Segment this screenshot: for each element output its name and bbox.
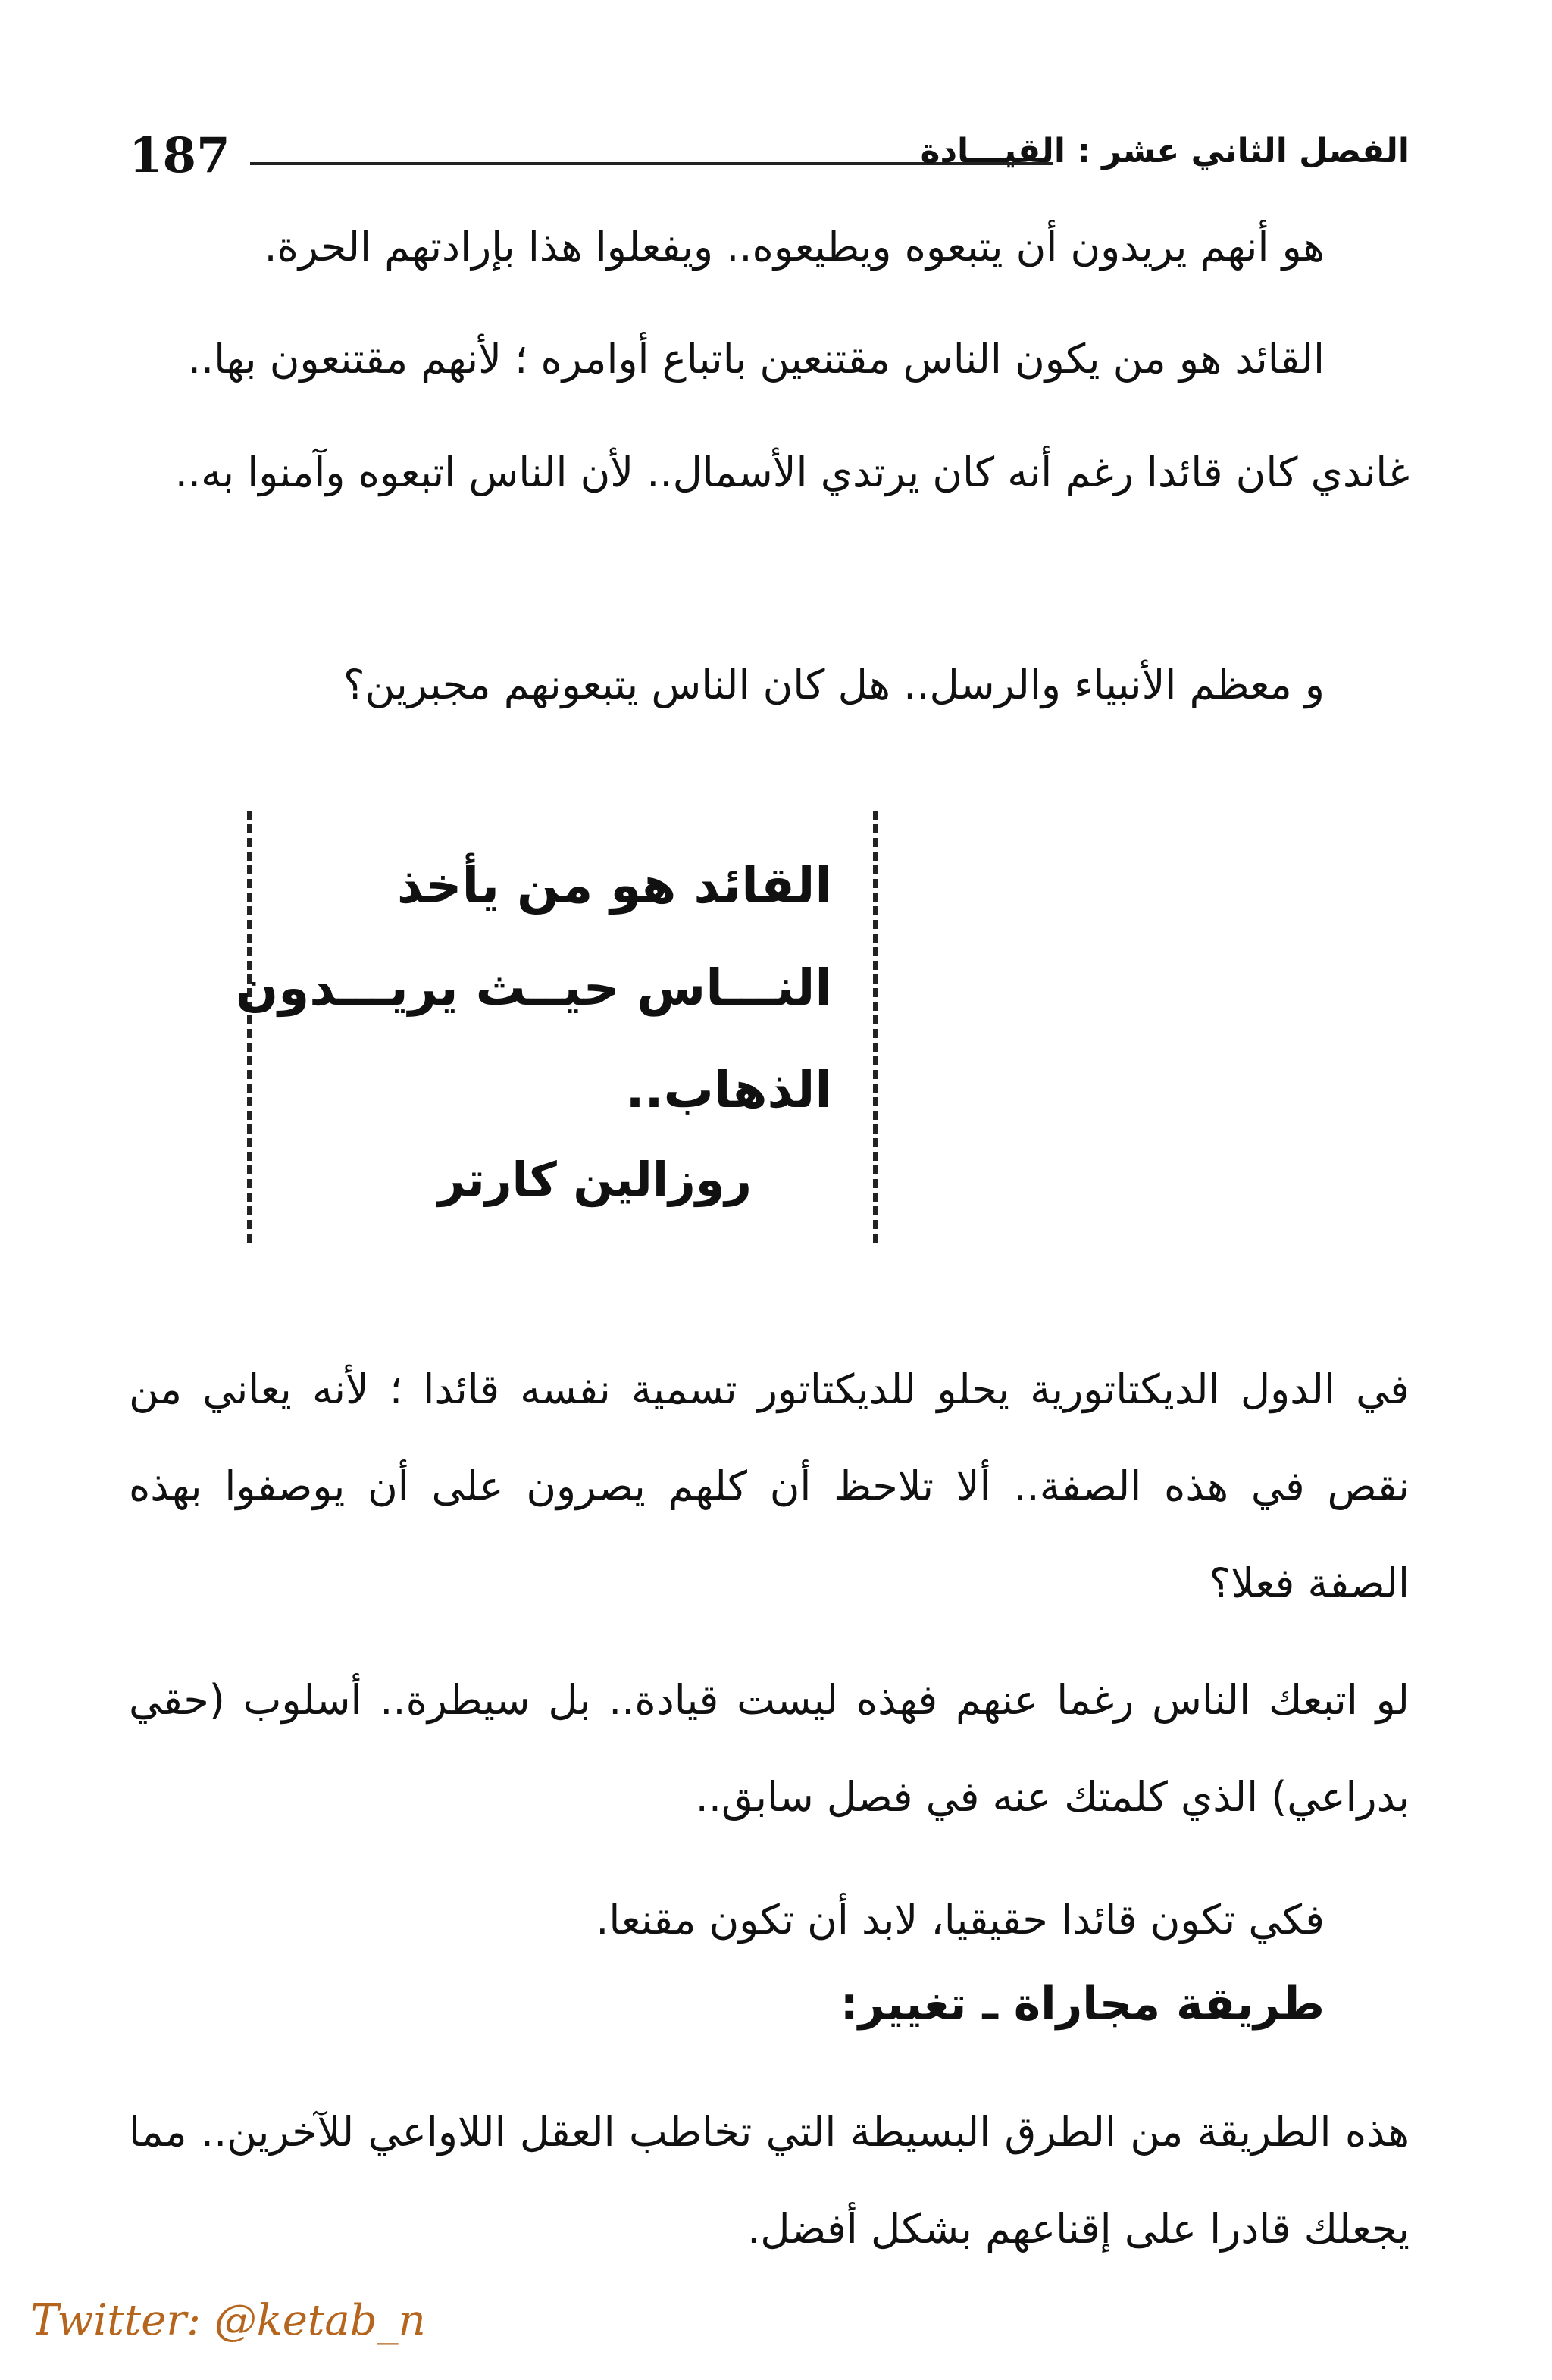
paragraph-2: القائد هو من يكون الناس مقتنعين باتباع أوامره ؛ لأنهم مقتنعون بها..	[187, 335, 1325, 383]
paragraph-1: هو أنهم يريدون أن يتبعوه ويطيعوه.. ويفعلوا هذا بإرادتهم الحرة.	[264, 223, 1325, 271]
section-heading: طريقة مجاراة ـ تغيير:	[840, 1978, 1325, 2031]
quote-box	[235, 811, 878, 1243]
page-header	[129, 127, 1410, 195]
paragraph-7: فكي تكون قائدا حقيقيا، لابد أن تكون مقنعا.	[596, 1896, 1325, 1944]
page-number: 187	[129, 127, 230, 184]
paragraph-3: غاندي كان قائدا رغم أنه كان يرتدي الأسمال.. لأن الناس اتبعوه وآمنوا به..	[174, 449, 1410, 496]
paragraph-8: هذه الطريقة من الطرق البسيطة التي تخاطب العقل اللاواعي للآخرين.. مما يجعلك قادرا على إقناعهم بشكل أفضل.	[129, 2108, 1410, 2253]
quote-line-3: الذهاب..	[625, 1061, 832, 1119]
quote-line-1: القائد هو من يأخذ	[396, 856, 832, 915]
quote-author: روزالين كارتر	[437, 1152, 752, 1207]
paragraph-4: و معظم الأنبياء والرسل.. هل كان الناس يتبعونهم مجبرين؟	[343, 661, 1325, 708]
watermark: Twitter: @ketab_n	[30, 2296, 426, 2345]
paragraph-6: لو اتبعك الناس رغما عنهم فهذه ليست قيادة.. بل سيطرة.. أسلوب (حقي بدراعي) الذي كلمتك عنه في فصل سابق..	[129, 1676, 1410, 1821]
paragraph-5: في الدول الديكتاتورية يحلو للديكتاتور تسمية نفسه قائدا ؛ لأنه يعاني من نقص في هذه الصفة.. ألا تلاحظ أن كلهم يصرون على أن يوصفوا بهذه الصفة فعلا؟	[129, 1365, 1410, 1607]
chapter-title: الفصل الثاني عشر : القيـــادة	[920, 132, 1410, 170]
quote-line-2: النـــاس حيــث يريـــدون	[235, 959, 832, 1017]
